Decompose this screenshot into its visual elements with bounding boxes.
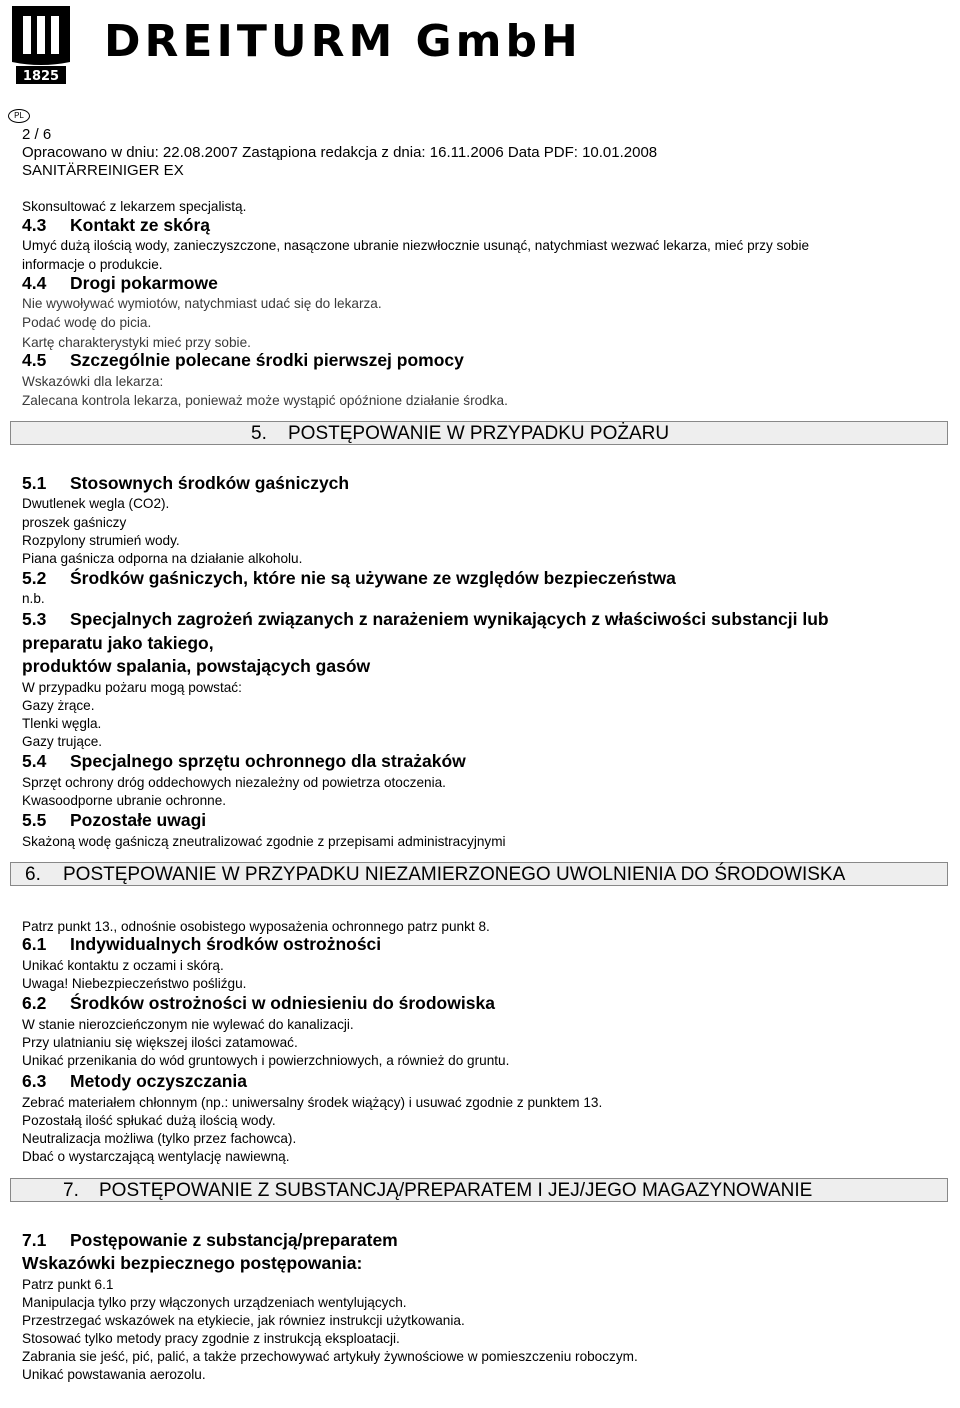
- s61-line1: Unikać kontaktu z oczami i skórą.: [22, 958, 224, 973]
- s45-line2: Zalecana kontrola lekarza, ponieważ może wystąpić opóźnione działanie środka.: [22, 393, 508, 408]
- s44-line2: Podać wodę do picia.: [22, 315, 152, 330]
- s63-line3: Neutralizacja możliwa (tylko przez fachowca).: [22, 1131, 297, 1146]
- heading-6-2: 6.2 Środków ostrożności w odniesieniu do środowiska: [22, 993, 495, 1013]
- s71-line5: Zabrania sie jeść, pić, palić, a także przechowywać artykuły żywnościowe w pomieszczeniu roboczym.: [22, 1349, 638, 1364]
- s44-line1: Nie wywoływać wymiotów, natychmiast udać się do lekarza.: [22, 296, 382, 311]
- product-name: SANITÄRREINIGER EX: [22, 162, 184, 179]
- s51-line1: Dwutlenek wegla (CO2).: [22, 496, 170, 511]
- s43-line2: informacje o produkcie.: [22, 257, 163, 272]
- s53-line1: W przypadku pożaru mogą powstać:: [22, 680, 242, 695]
- s53-line2: Gazy żrące.: [22, 698, 95, 713]
- heading-5-5: 5.5 Pozostałe uwagi: [22, 810, 207, 830]
- section-5-bar: 5. POSTĘPOWANIE W PRZYPADKU POŻARU: [10, 421, 948, 445]
- s54-line1: Sprzęt ochrony dróg oddechowych niezależny od powietrza otoczenia.: [22, 775, 446, 790]
- s4-intro: Skonsultować z lekarzem specjalistą.: [22, 199, 247, 214]
- heading-5-2: 5.2 Środków gaśniczych, które nie są używane ze względów bezpieczeństwa: [22, 568, 676, 588]
- s51-line2: proszek gaśniczy: [22, 515, 127, 530]
- language-badge: PL: [8, 109, 30, 123]
- s62-line2: Przy ulatnianiu się większej ilości zatamować.: [22, 1035, 298, 1050]
- heading-5-4: 5.4 Specjalnego sprzętu ochronnego dla strażaków: [22, 751, 466, 771]
- s71-line4: Stosować tylko metody pracy zgodnie z instrukcją eksploatacji.: [22, 1331, 400, 1346]
- heading-5-1: 5.1 Stosownych środków gaśniczych: [22, 473, 350, 493]
- s62-line1: W stanie nierozcieńczonym nie wylewać do kanalizacji.: [22, 1017, 354, 1032]
- heading-6-3: 6.3 Metody oczyszczania: [22, 1071, 247, 1091]
- revision-dates: Opracowano w dniu: 22.08.2007 Zastąpiona redakcja z dnia: 16.11.2006 Data PDF: 10.01.2008: [22, 144, 658, 161]
- heading-4-4: 4.4 Drogi pokarmowe: [22, 273, 218, 293]
- three-towers-logo: [10, 4, 72, 86]
- s53-line3: Tlenki węgla.: [22, 716, 102, 731]
- heading-5-3-cont: preparatu jako takiego,: [22, 633, 214, 653]
- s54-line2: Kwasoodporne ubranie ochronne.: [22, 793, 227, 808]
- s44-line3: Kartę charakterystyki mieć przy sobie.: [22, 335, 251, 350]
- s71-line6: Unikać powstawania aerozolu.: [22, 1367, 206, 1382]
- heading-4-5: 4.5 Szczególnie polecane środki pierwszej pomocy: [22, 350, 464, 370]
- s71-line3: Przestrzegać wskazówek na etykiecie, jak równiez instrukcji użytkowania.: [22, 1313, 465, 1328]
- s63-line2: Pozostałą ilość spłukać dużą ilością wody.: [22, 1113, 276, 1128]
- s51-line3: Rozpylony strumień wody.: [22, 533, 180, 548]
- s53-line4: Gazy trujące.: [22, 734, 103, 749]
- heading-4-3: 4.3 Kontakt ze skórą: [22, 215, 211, 235]
- logo-year: 1825: [22, 69, 60, 84]
- s45-line1: Wskazówki dla lekarza:: [22, 374, 164, 389]
- s71-line1: Patrz punkt 6.1: [22, 1277, 114, 1292]
- s43-line1: Umyć dużą ilością wody, zanieczyszczone, nasączone ubranie niezwłocznie usunąć, natychmiast wezwać lekarza, mieć przy sobie: [22, 238, 810, 253]
- s6-intro: Patrz punkt 13., odnośnie osobistego wyposażenia ochronnego patrz punkt 8.: [22, 919, 490, 934]
- heading-7-1: 7.1 Postępowanie z substancją/preparatem: [22, 1230, 398, 1250]
- heading-5-3-cont2: produktów spalania, powstających gasów: [22, 656, 371, 676]
- s52-line1: n.b.: [22, 591, 45, 606]
- s63-line4: Dbać o wystarczającą wentylację nawiewną.: [22, 1149, 290, 1164]
- page-number: 2 / 6: [22, 126, 52, 143]
- section-7-bar: 7. POSTĘPOWANIE Z SUBSTANCJĄ/PREPARATEM I JEJ/JEGO MAGAZYNOWANIE: [10, 1178, 948, 1202]
- s51-line4: Piana gaśnicza odporna na działanie alkoholu.: [22, 551, 303, 566]
- heading-5-3: 5.3 Specjalnych zagrożeń związanych z narażeniem wynikających z właściwości substancji lub: [22, 609, 829, 629]
- heading-6-1: 6.1 Indywidualnych środków ostrożności: [22, 934, 382, 954]
- company-name: DREITURM GmbH: [104, 16, 582, 67]
- s71-line2: Manipulacja tylko przy włączonych urządzeniach wentylujących.: [22, 1295, 407, 1310]
- heading-7-1-sub: Wskazówki bezpiecznego postępowania:: [22, 1253, 363, 1273]
- s62-line3: Unikać przenikania do wód gruntowych i powierzchniowych, a również do gruntu.: [22, 1053, 510, 1068]
- s63-line1: Zebrać materiałem chłonnym (np.: uniwersalny środek wiążący) i usuwać zgodnie z punktem 13.: [22, 1095, 603, 1110]
- s61-line2: Uwaga! Niebezpieczeństwo pośliźgu.: [22, 976, 247, 991]
- s55-line1: Skażoną wodę gaśniczą zneutralizować zgodnie z przepisami administracyjnymi: [22, 834, 506, 849]
- section-6-bar: 6. POSTĘPOWANIE W PRZYPADKU NIEZAMIERZONEGO UWOLNIENIA DO ŚRODOWISKA: [10, 862, 948, 886]
